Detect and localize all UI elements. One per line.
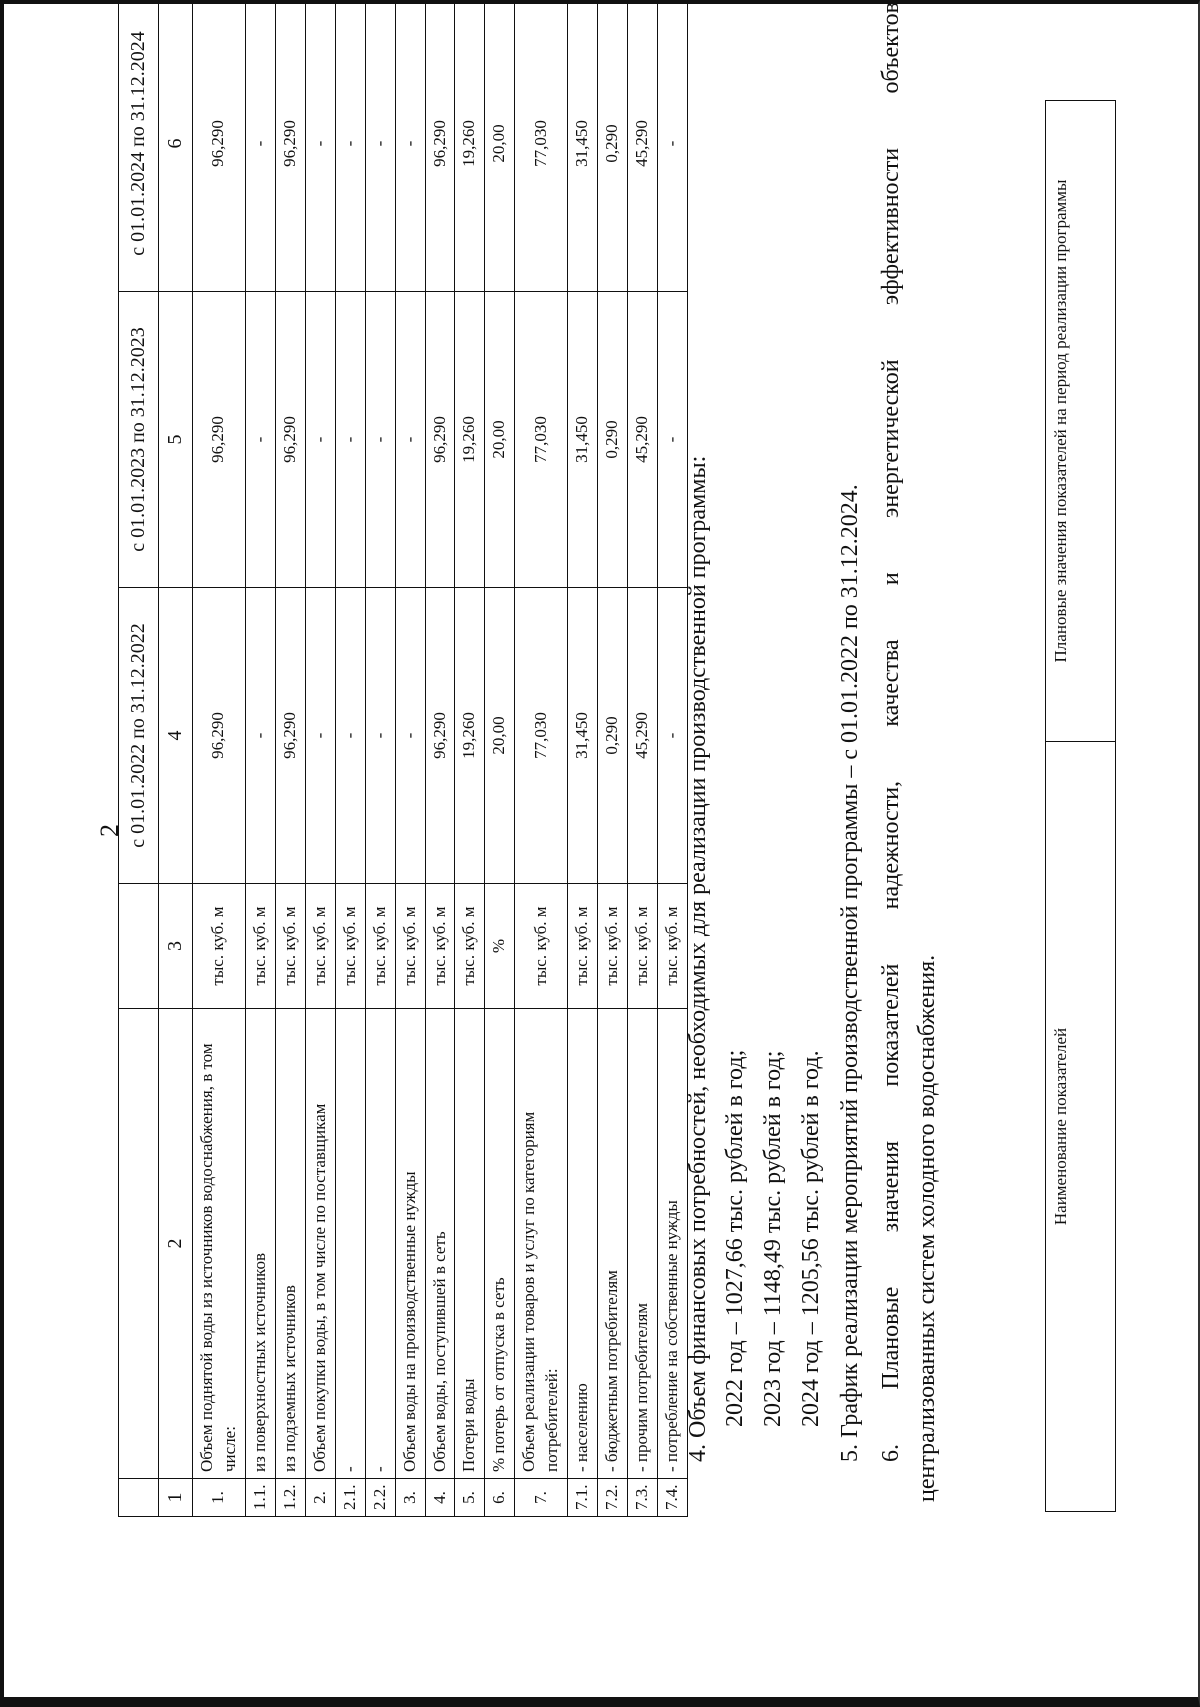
value-2022: - — [365, 588, 395, 884]
indicator-name: Объем воды, поступившей в сеть — [425, 1009, 455, 1479]
header-empty-cell — [119, 884, 159, 1009]
period-header: с 01.01.2022 по 31.12.2022 — [119, 588, 159, 884]
table-row — [658, 0, 688, 1517]
financial-line-2023: 2023 год – 1148,49 тыс. рублей в год; — [760, 1050, 786, 1427]
value-2022: 19,260 — [455, 588, 485, 884]
table-row — [485, 0, 515, 1517]
column-number: 2 — [159, 1009, 193, 1479]
value-2023: 0,290 — [598, 292, 628, 588]
row-number: 2.2. — [365, 1479, 395, 1517]
unit-cell: тыс. куб. м — [658, 884, 688, 1009]
row-number: 6. — [485, 1479, 515, 1517]
section-5-schedule: 5. График реализации мероприятий производственной программы – с 01.01.2022 по 31.12.2024. — [837, 484, 863, 1462]
row-number: 2. — [305, 1479, 335, 1517]
financial-line-2024: 2024 год – 1205,56 тыс. рублей в год. — [798, 1050, 824, 1427]
value-2023: 96,290 — [425, 292, 455, 588]
row-number: 5. — [455, 1479, 485, 1517]
table-row — [305, 0, 335, 1517]
planned-values-header: Плановые значения показателей на период реализации программы — [1046, 101, 1116, 742]
indicator-name: - бюджетным потребителям — [598, 1009, 628, 1479]
unit-cell: тыс. куб. м — [568, 884, 598, 1009]
indicator-name: Объем покупки воды, в том числе по поставщикам — [305, 1009, 335, 1479]
indicator-name: из подземных источников — [275, 1009, 305, 1479]
column-number: 4 — [159, 588, 193, 884]
column-number: 3 — [159, 884, 193, 1009]
table-row — [275, 0, 305, 1517]
value-2022: 96,290 — [425, 588, 455, 884]
unit-cell: тыс. куб. м — [245, 884, 275, 1009]
row-number: 1.2. — [275, 1479, 305, 1517]
table-row — [628, 0, 658, 1517]
page-number: 2 — [95, 824, 124, 837]
indicator-name: Объем воды на производственные нужды — [395, 1009, 425, 1479]
column-number: 6 — [159, 0, 193, 292]
value-2023: 45,290 — [628, 292, 658, 588]
row-number: 2.1. — [335, 1479, 365, 1517]
value-2024: - — [365, 0, 395, 292]
indicator-name: из поверхностных источников — [245, 1009, 275, 1479]
value-2022: - — [305, 588, 335, 884]
table-row — [335, 0, 365, 1517]
planned-values-table — [1045, 100, 1116, 1512]
value-2023: - — [658, 292, 688, 588]
value-2023: - — [335, 292, 365, 588]
period-header: с 01.01.2024 по 31.12.2024 — [119, 0, 159, 292]
unit-cell: тыс. куб. м — [395, 884, 425, 1009]
value-2024: 19,260 — [455, 0, 485, 292]
table-row — [455, 0, 485, 1517]
value-2022: 31,450 — [568, 588, 598, 884]
value-2023: 96,290 — [193, 292, 246, 588]
value-2023: - — [305, 292, 335, 588]
value-2022: 77,030 — [515, 588, 568, 884]
row-number: 4. — [425, 1479, 455, 1517]
unit-cell: тыс. куб. м — [515, 884, 568, 1009]
table-row — [245, 0, 275, 1517]
row-number: 7.3. — [628, 1479, 658, 1517]
value-2023: 96,290 — [275, 292, 305, 588]
period-header-row — [119, 0, 159, 1517]
planned-values-header-row — [1046, 101, 1116, 1512]
row-number: 1.1. — [245, 1479, 275, 1517]
section-6-line-1: 6. Плановые значения показателей надежности, качества и энергетической эффективности объектов — [878, 2, 904, 1462]
indicator-name: - населению — [568, 1009, 598, 1479]
unit-cell: тыс. куб. м — [455, 884, 485, 1009]
value-2024: - — [395, 0, 425, 292]
value-2023: 31,450 — [568, 292, 598, 588]
value-2024: 96,290 — [425, 0, 455, 292]
indicator-name: - прочим потребителям — [628, 1009, 658, 1479]
table-row — [598, 0, 628, 1517]
indicator-name: - — [335, 1009, 365, 1479]
value-2023: - — [245, 292, 275, 588]
indicator-name: % потерь от отпуска в сеть — [485, 1009, 515, 1479]
value-2024: - — [335, 0, 365, 292]
value-2022: - — [658, 588, 688, 884]
unit-cell: тыс. куб. м — [365, 884, 395, 1009]
section-6-line-2: централизованных систем холодного водоснабжения. — [914, 954, 940, 1502]
value-2023: - — [365, 292, 395, 588]
unit-cell: % — [485, 884, 515, 1009]
value-2023: - — [395, 292, 425, 588]
indicator-name: - потребление на собственные нужды — [658, 1009, 688, 1479]
value-2024: 0,290 — [598, 0, 628, 292]
indicator-name: Объем поднятой воды из источников водоснабжения, в том числе: — [193, 1009, 246, 1479]
unit-cell: тыс. куб. м — [598, 884, 628, 1009]
column-number-row — [159, 0, 193, 1517]
table-row — [515, 0, 568, 1517]
value-2024: 77,030 — [515, 0, 568, 292]
row-number: 3. — [395, 1479, 425, 1517]
value-2024: 96,290 — [193, 0, 246, 292]
row-number: 1. — [193, 1479, 246, 1517]
value-2022: 45,290 — [628, 588, 658, 884]
table-row — [193, 0, 246, 1517]
column-number: 1 — [159, 1479, 193, 1517]
header-empty-cell — [119, 1479, 159, 1517]
table-row — [365, 0, 395, 1517]
section-6-title — [878, 2, 905, 1462]
indicators-table-body — [193, 0, 688, 1517]
value-2024: - — [305, 0, 335, 292]
row-number: 7.4. — [658, 1479, 688, 1517]
value-2023: 77,030 — [515, 292, 568, 588]
column-number: 5 — [159, 292, 193, 588]
financial-line-2022: 2022 год – 1027,66 тыс. рублей в год; — [722, 1049, 748, 1427]
row-number: 7.2. — [598, 1479, 628, 1517]
indicator-name: - — [365, 1009, 395, 1479]
unit-cell: тыс. куб. м — [275, 884, 305, 1009]
value-2024: 96,290 — [275, 0, 305, 292]
section-4-title: 4. Объем финансовых потребностей, необходимых для реализации производственной программы: — [685, 455, 711, 1462]
table-row — [425, 0, 455, 1517]
header-empty-cell — [119, 1009, 159, 1479]
indicator-name: Объем реализации товаров и услуг по категориям потребителей: — [515, 1009, 568, 1479]
value-2024: 20,00 — [485, 0, 515, 292]
value-2022: 20,00 — [485, 588, 515, 884]
indicator-name: Потери воды — [455, 1009, 485, 1479]
indicators-table — [118, 0, 688, 1517]
value-2022: 96,290 — [275, 588, 305, 884]
unit-cell: тыс. куб. м — [305, 884, 335, 1009]
value-2022: 0,290 — [598, 588, 628, 884]
value-2022: - — [245, 588, 275, 884]
table-row — [395, 0, 425, 1517]
value-2024: - — [658, 0, 688, 292]
value-2022: - — [335, 588, 365, 884]
value-2023: 20,00 — [485, 292, 515, 588]
indicator-name-header: Наименование показателей — [1046, 742, 1116, 1512]
value-2023: 19,260 — [455, 292, 485, 588]
value-2024: 45,290 — [628, 0, 658, 292]
period-header: с 01.01.2023 по 31.12.2023 — [119, 292, 159, 588]
unit-cell: тыс. куб. м — [335, 884, 365, 1009]
value-2024: 31,450 — [568, 0, 598, 292]
value-2022: 96,290 — [193, 588, 246, 884]
table-row — [568, 0, 598, 1517]
unit-cell: тыс. куб. м — [425, 884, 455, 1009]
row-number: 7.1. — [568, 1479, 598, 1517]
value-2024: - — [245, 0, 275, 292]
value-2022: - — [395, 588, 425, 884]
unit-cell: тыс. куб. м — [193, 884, 246, 1009]
unit-cell: тыс. куб. м — [628, 884, 658, 1009]
row-number: 7. — [515, 1479, 568, 1517]
